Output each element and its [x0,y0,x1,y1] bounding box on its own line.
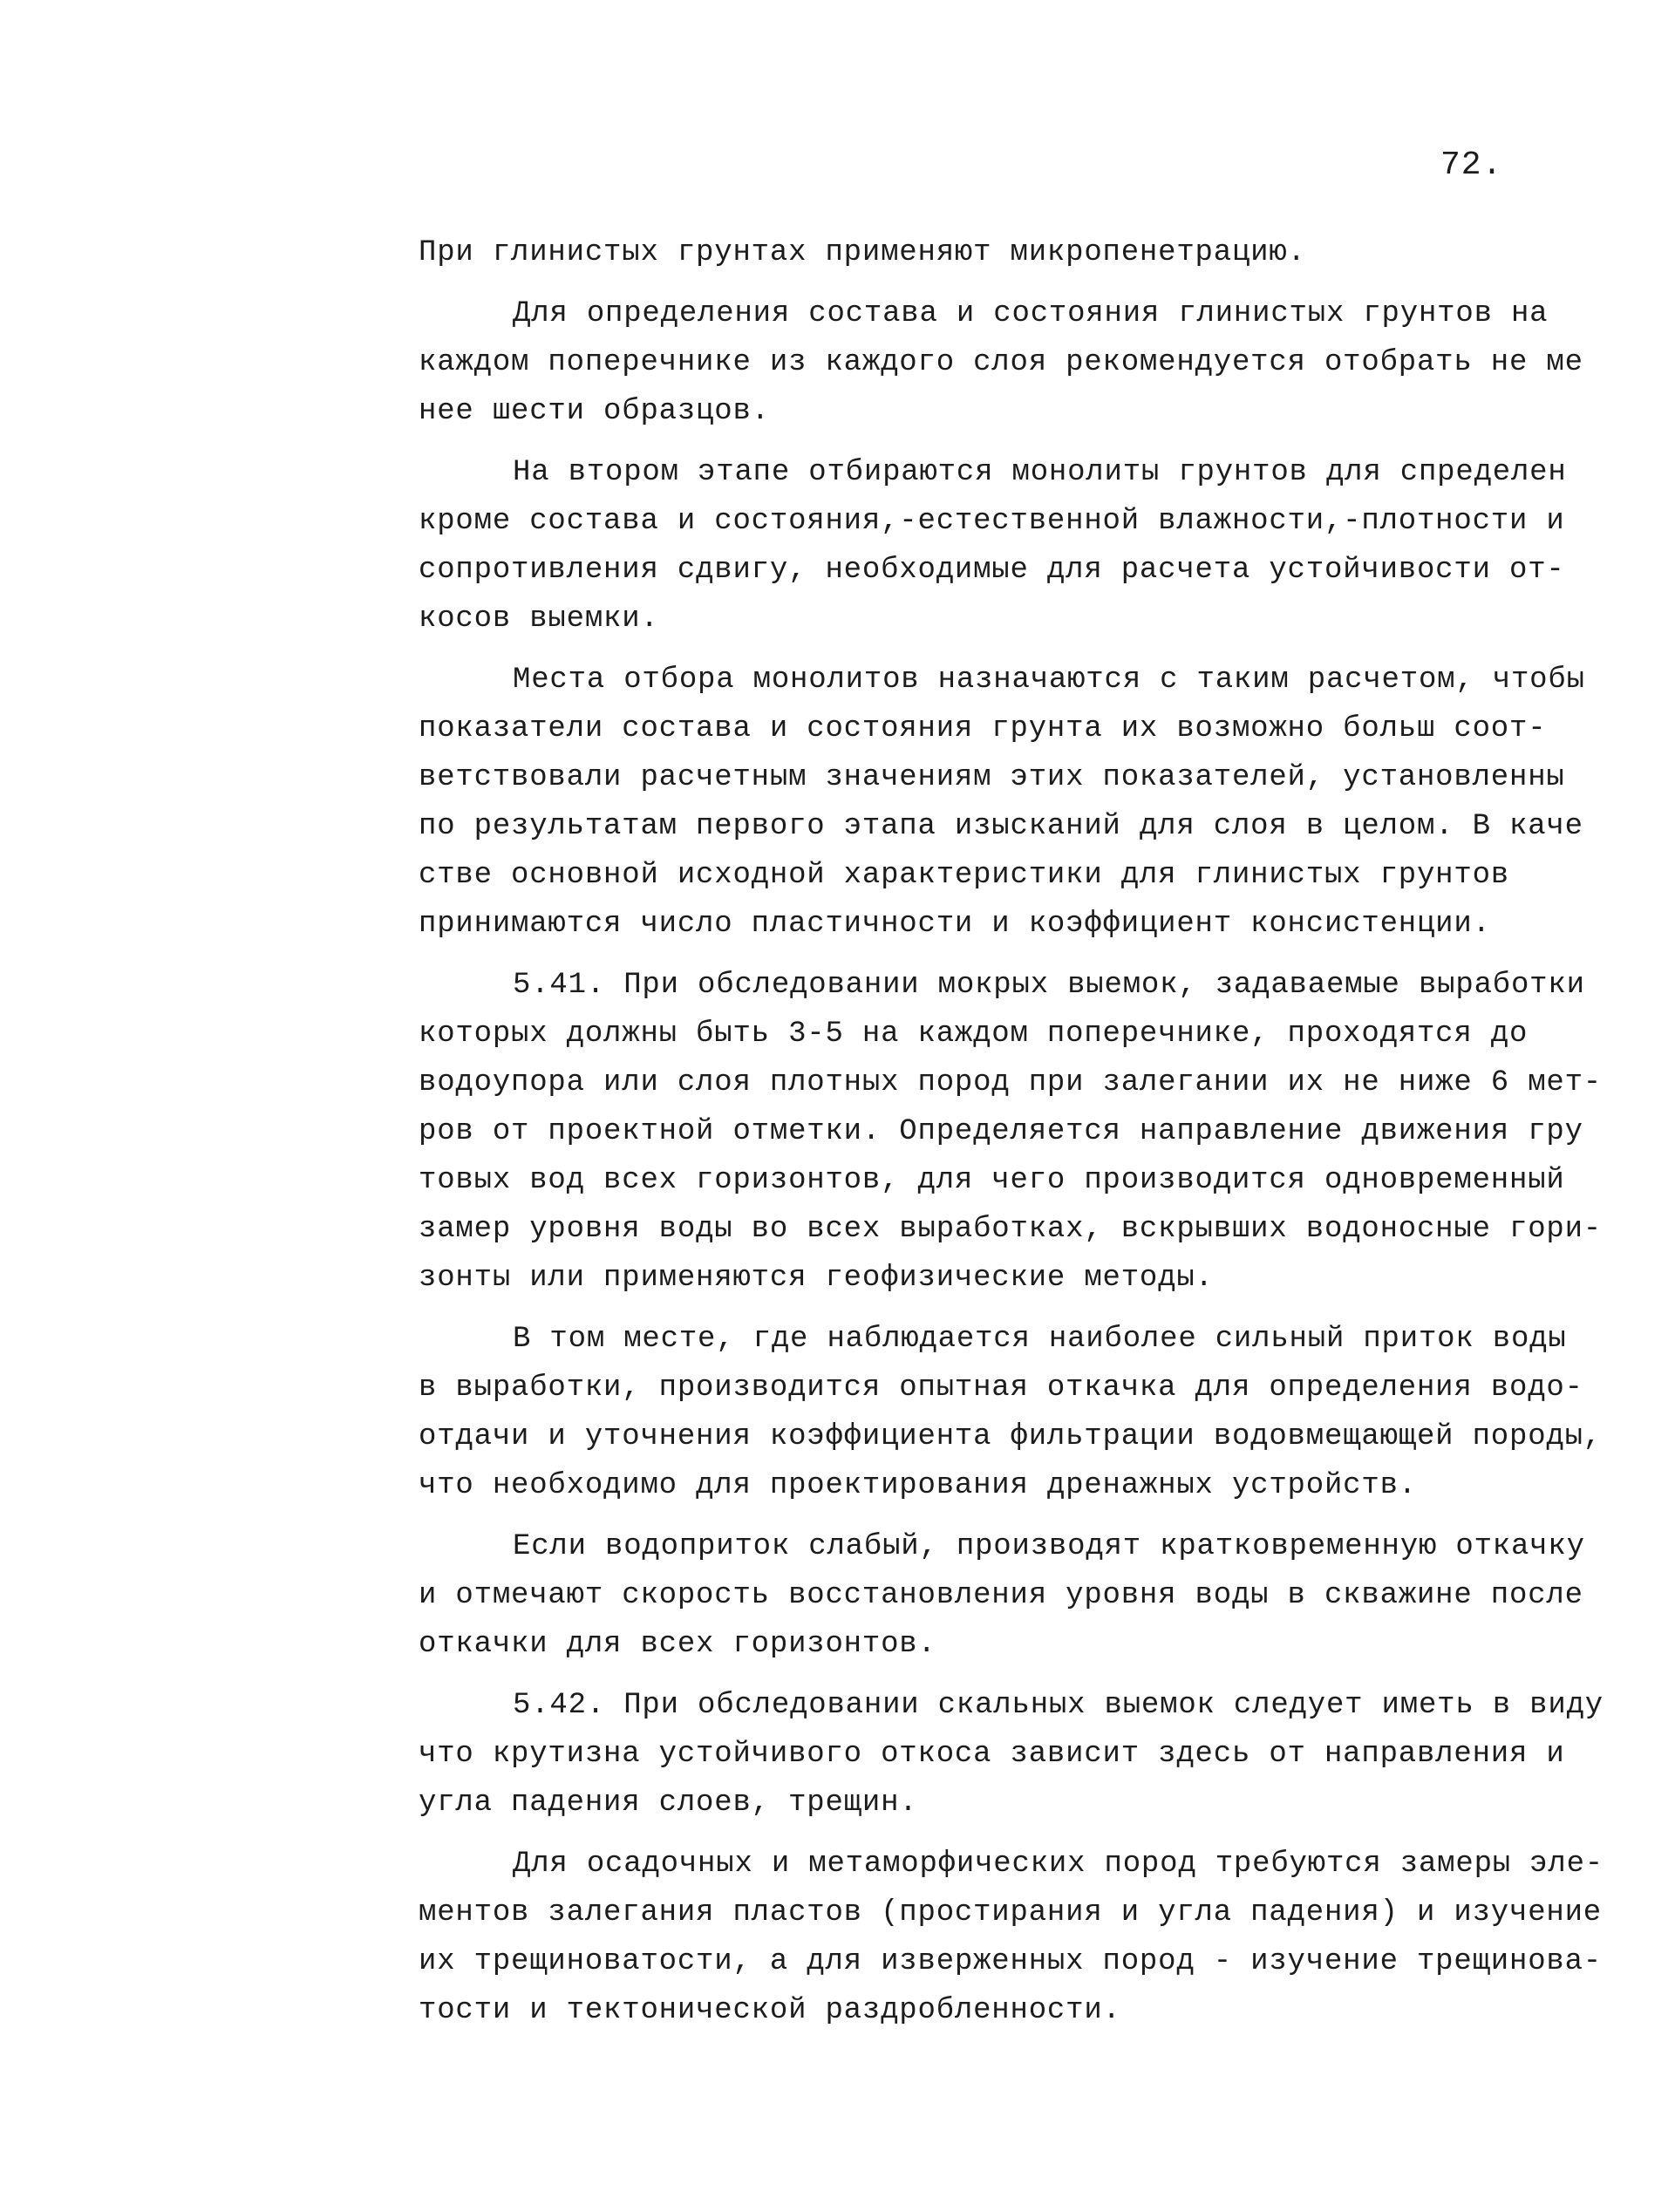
text-line: принимаются число пластичности и коэффициент консистенции. [419,908,1491,941]
text-line: нее шести образцов. [419,395,770,428]
paragraph [419,228,1604,277]
document-body [419,228,1604,2047]
text-line: тости и тектонической раздробленности. [419,1994,1121,2027]
text-line: стве основной исходной характеристики для глинистых грунтов [419,859,1509,892]
paragraph [419,289,1604,436]
paragraph [419,1522,1604,1669]
text-line: замер уровня воды во всех выработках, вскрывших водоносные гори- [419,1213,1603,1246]
text-line: косов выемки. [419,602,659,636]
text-line: сопротивления сдвигу, необходимые для расчета устойчивости от- [419,554,1565,587]
text-line: что крутизна устойчивого откоса зависит здесь от направления и [419,1738,1565,1771]
text-line: каждом поперечнике из каждого слоя рекомендуется отобрать не ме [419,346,1583,379]
text-line: отдачи и уточнения коэффициента фильтрации водовмещающей породы, [419,1420,1603,1453]
paragraph [419,448,1604,643]
text-line: которых должны быть 3-5 на каждом поперечнике, проходятся до [419,1018,1529,1051]
paragraph [419,961,1604,1303]
text-line: товых вод всех горизонтов, для чего производится одновременный [419,1164,1565,1197]
paragraph [419,1681,1604,1827]
text-line: их трещиноватости, а для изверженных пород - изучение трещинова- [419,1945,1603,1978]
text-line: что необходимо для проектирования дренажных устройств. [419,1469,1417,1502]
text-line: Места отбора монолитов назначаются с таким расчетом, чтобы [513,664,1585,697]
text-line: ветствовали расчетным значениям этих показателей, установленны [419,761,1565,794]
text-line: 5.41. При обследовании мокрых выемок, задаваемые выработки [513,969,1585,1002]
text-line: в выработки, производится опытная откачка для определения водо- [419,1371,1583,1405]
paragraph [419,1315,1604,1510]
text-line: При глинистых грунтах применяют микропенетрацию. [419,236,1306,269]
text-line: Для определения состава и состояния глинистых грунтов на [513,297,1549,330]
text-line: кроме состава и состояния,-естественной влажности,-плотности и [419,505,1565,538]
text-line: откачки для всех горизонтов. [419,1628,936,1661]
text-line: угла падения слоев, трещин. [419,1787,918,1820]
text-line: Для осадочных и метаморфических пород требуются замеры эле- [513,1848,1604,1881]
page-number: 72. [1440,146,1503,184]
text-line: по результатам первого этапа изысканий для слоя в целом. В каче [419,810,1583,843]
paragraph [419,1840,1604,2035]
text-line: зонты или применяются геофизические методы. [419,1262,1214,1295]
text-line: 5.42. При обследовании скальных выемок следует иметь в виду [513,1689,1604,1722]
paragraph [419,656,1604,949]
text-line: На втором этапе отбираются монолиты грунтов для спределен [513,456,1567,489]
text-line: ментов залегания пластов (простирания и угла падения) и изучение [419,1896,1603,1930]
text-line: В том месте, где наблюдается наиболее сильный приток воды [513,1323,1567,1356]
text-line: ров от проектной отметки. Определяется направление движения гру [419,1115,1583,1148]
text-line: Если водоприток слабый, производят кратковременную откачку [513,1530,1585,1563]
text-line: водоупора или слоя плотных пород при залегании их не ниже 6 мет- [419,1066,1603,1099]
text-line: показатели состава и состояния грунта их возможно больш соот- [419,712,1547,745]
text-line: и отмечают скорость восстановления уровня воды в скважине после [419,1579,1583,1612]
